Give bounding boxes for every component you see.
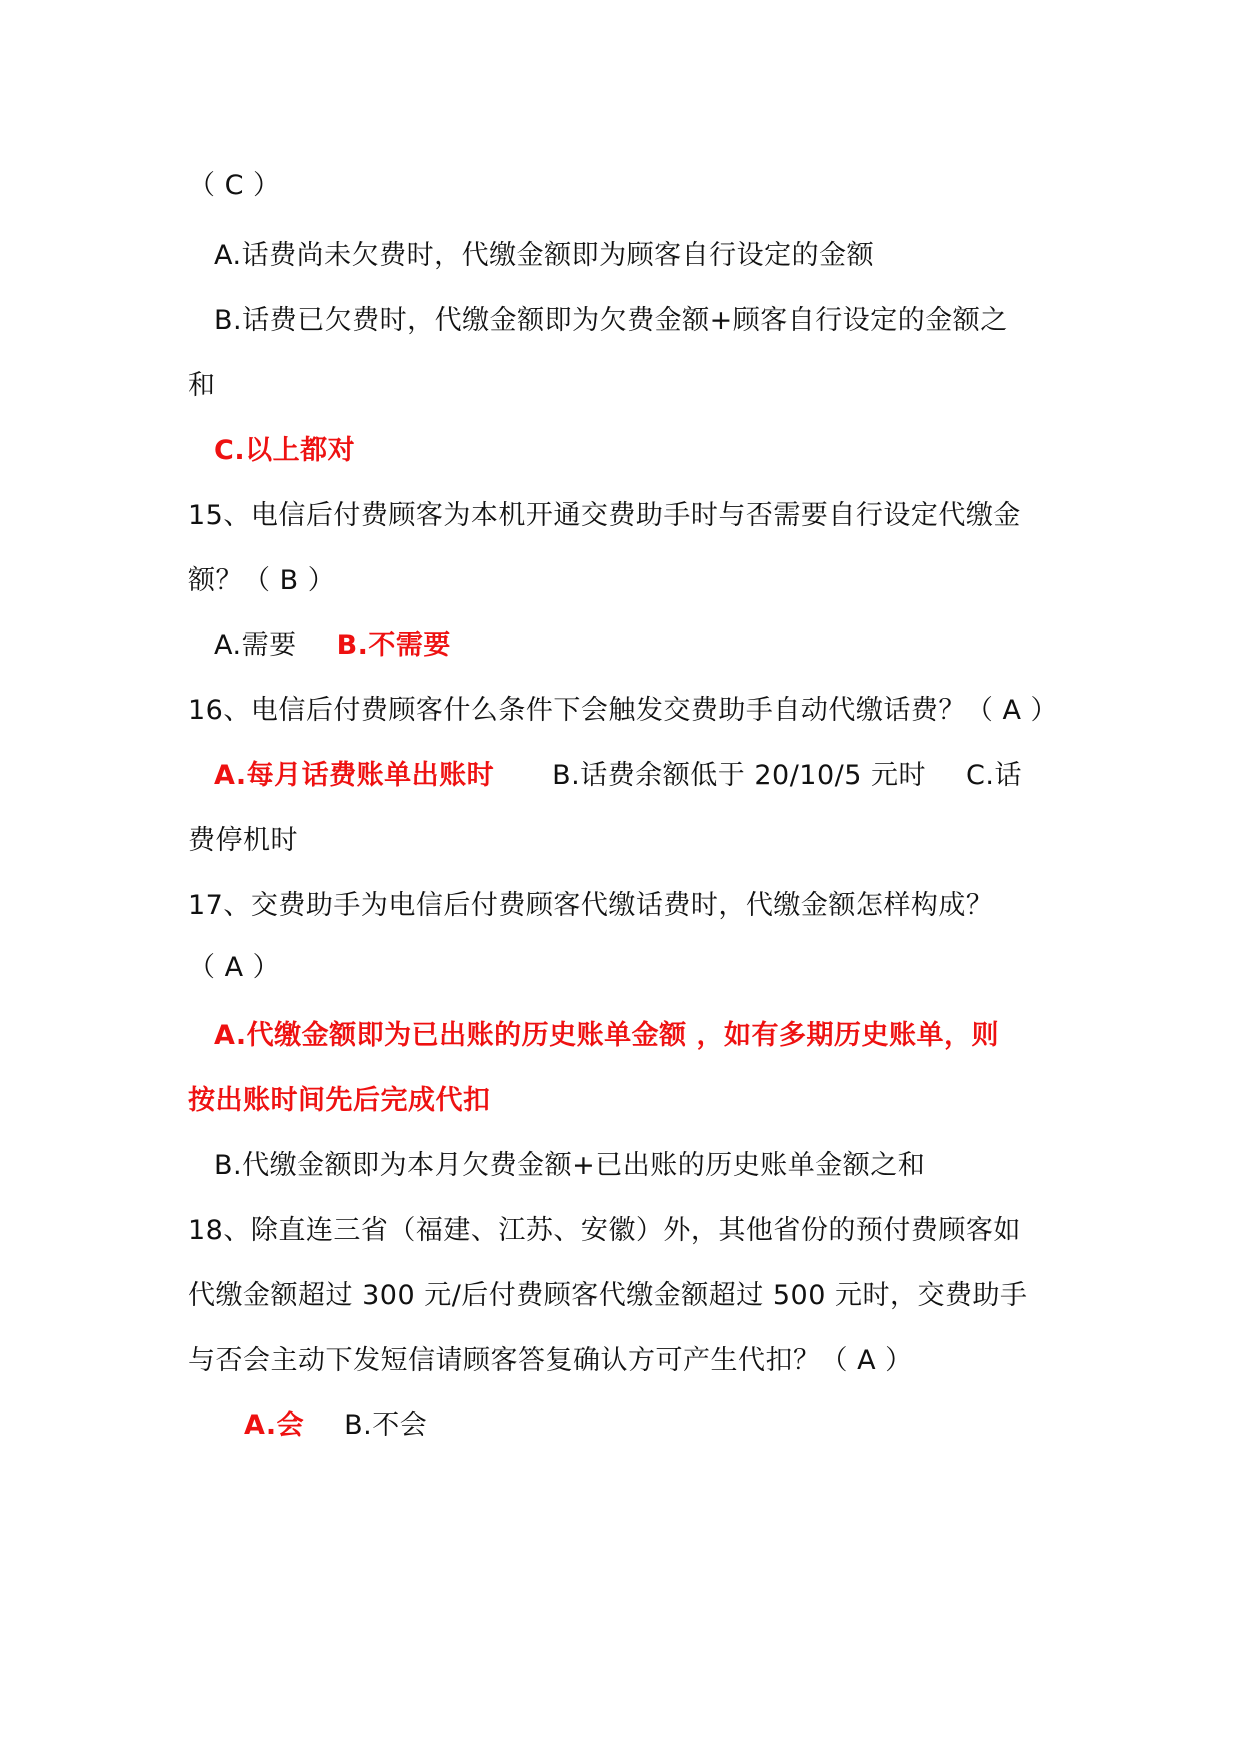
q17-option-b: B.代缴金额即为本月欠费金额+已出账的历史账单金额之和 <box>214 1150 926 1181</box>
answer-q14: （ C ） <box>188 170 281 201</box>
question-18-line-2: 代缴金额超过 300 元/后付费顾客代缴金额超过 500 元时，交费助手 <box>188 1280 1028 1311</box>
q16-option-b: B.话费余额低于 20/10/5 元时 <box>552 760 927 791</box>
q17-option-a-correct: A.代缴金额即为已出账的历史账单金额 ，如有多期历史账单，则 <box>214 1020 1000 1051</box>
question-18-line-3: 与否会主动下发短信请顾客答复确认方可产生代扣？（ A ） <box>188 1345 913 1376</box>
question-16: 16、电信后付费顾客什么条件下会触发交费助手自动代缴话费？（ A ） <box>188 695 1058 726</box>
q18-option-b: B.不会 <box>344 1410 428 1441</box>
q18-option-a-correct: A.会 <box>244 1410 305 1441</box>
question-18: 18、除直连三省（福建、江苏、安徽）外，其他省份的预付费顾客如 <box>188 1215 1021 1246</box>
answer-q17: （ A ） <box>188 952 281 983</box>
q14-option-b-continued: 和 <box>188 370 216 401</box>
q14-option-b: B.话费已欠费时，代缴金额即为欠费金额+顾客自行设定的金额之 <box>214 305 1008 336</box>
question-17: 17、交费助手为电信后付费顾客代缴话费时，代缴金额怎样构成？ <box>188 890 994 921</box>
question-15: 15、电信后付费顾客为本机开通交费助手时与否需要自行设定代缴金 <box>188 500 1021 531</box>
q15-option-b-correct: B.不需要 <box>336 630 451 661</box>
q18-options-row <box>244 1408 427 1444</box>
q14-option-a: A.话费尚未欠费时，代缴金额即为顾客自行设定的金额 <box>214 240 875 271</box>
q16-options-row <box>214 758 1022 794</box>
q16-option-c: C.话 <box>966 760 1022 791</box>
q15-option-a: A.需要 <box>214 630 297 661</box>
q16-option-c-continued: 费停机时 <box>188 825 298 856</box>
q16-option-a-correct: A.每月话费账单出账时 <box>214 760 495 791</box>
q15-options-row <box>214 628 451 664</box>
question-15-continued: 额？（ B ） <box>188 565 336 596</box>
q17-option-a-continued: 按出账时间先后完成代扣 <box>188 1085 491 1116</box>
q14-option-c-correct: C.以上都对 <box>214 435 356 466</box>
